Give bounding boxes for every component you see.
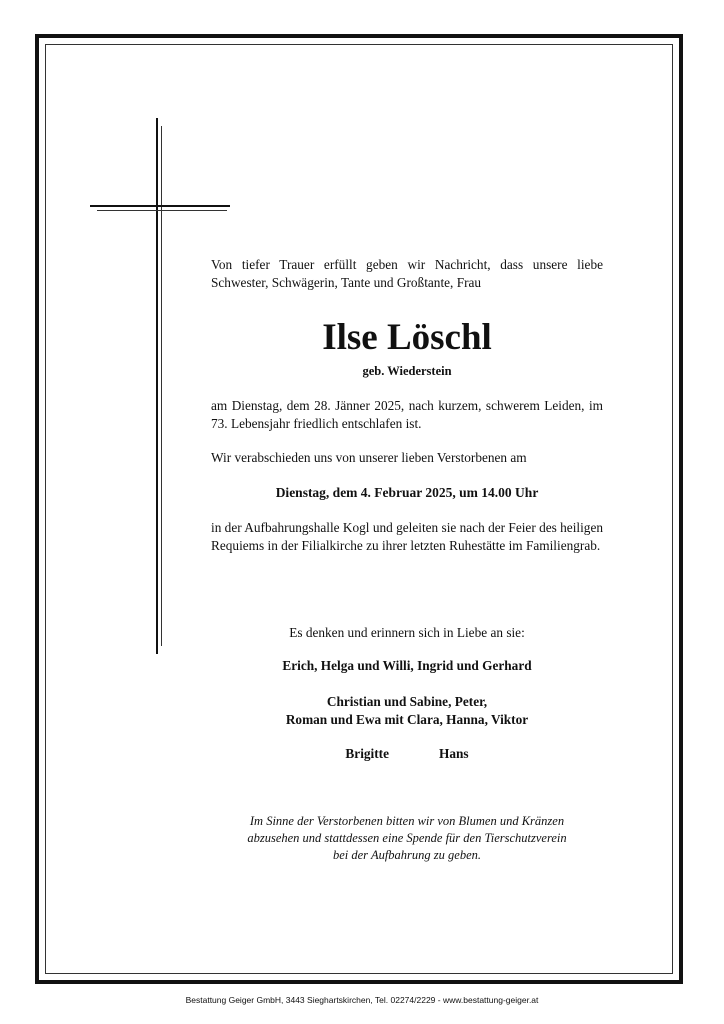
request-line-1: Im Sinne der Verstorbenen bitten wir von Blumen und Kränzen bbox=[249, 814, 565, 828]
footer-imprint: Bestattung Geiger GmbH, 3443 Sieghartskirchen, Tel. 02274/2229 - www.bestattung-geiger.at bbox=[185, 995, 539, 1005]
mourner-brigitte: Brigitte bbox=[345, 746, 389, 761]
farewell-intro: Wir verabschieden uns von unserer lieben Verstorbenen am bbox=[211, 450, 527, 465]
cross-vertical-bar bbox=[156, 118, 158, 654]
deceased-name: Ilse Löschl bbox=[322, 317, 492, 358]
cross-horizontal-bar bbox=[90, 205, 230, 207]
mourners-intro: Es denken und erinnern sich in Liebe an sie: bbox=[289, 625, 525, 640]
cross-vertical-shadow bbox=[161, 126, 162, 646]
funeral-datetime: Dienstag, dem 4. Februar 2025, um 14.00 Uhr bbox=[275, 485, 539, 500]
maiden-name: geb. Wiederstein bbox=[362, 364, 452, 378]
donation-request bbox=[211, 813, 603, 864]
request-line-2: abzusehen und stattdessen eine Spende für den Tierschutzverein bbox=[247, 831, 567, 845]
request-line-3: bei der Aufbahrung zu geben. bbox=[332, 848, 482, 862]
intro-text: Von tiefer Trauer erfüllt geben wir Nachricht, dass unsere liebe Schwester, Schwägerin, Tante und Großtante, Frau bbox=[211, 257, 603, 290]
cross-horizontal-shadow bbox=[97, 210, 227, 211]
ceremony-text: in der Aufbahrungshalle Kogl und geleiten sie nach der Feier des heiligen Requiems in der Filialkirche zu ihrer letzten Ruhestätte im Familiengrab. bbox=[211, 520, 603, 553]
death-notice: am Dienstag, dem 28. Jänner 2025, nach kurzem, schwerem Leiden, im 73. Lebensjahr friedlich entschlafen ist. bbox=[211, 398, 603, 431]
mourners-line-1: Erich, Helga und Willi, Ingrid und Gerhard bbox=[282, 658, 532, 673]
mourner-hans: Hans bbox=[439, 746, 469, 761]
mourners-line-2: Christian und Sabine, Peter, bbox=[326, 694, 488, 709]
mourners-line-3: Roman und Ewa mit Clara, Hanna, Viktor bbox=[285, 712, 529, 727]
mourners-line-4 bbox=[211, 745, 603, 763]
